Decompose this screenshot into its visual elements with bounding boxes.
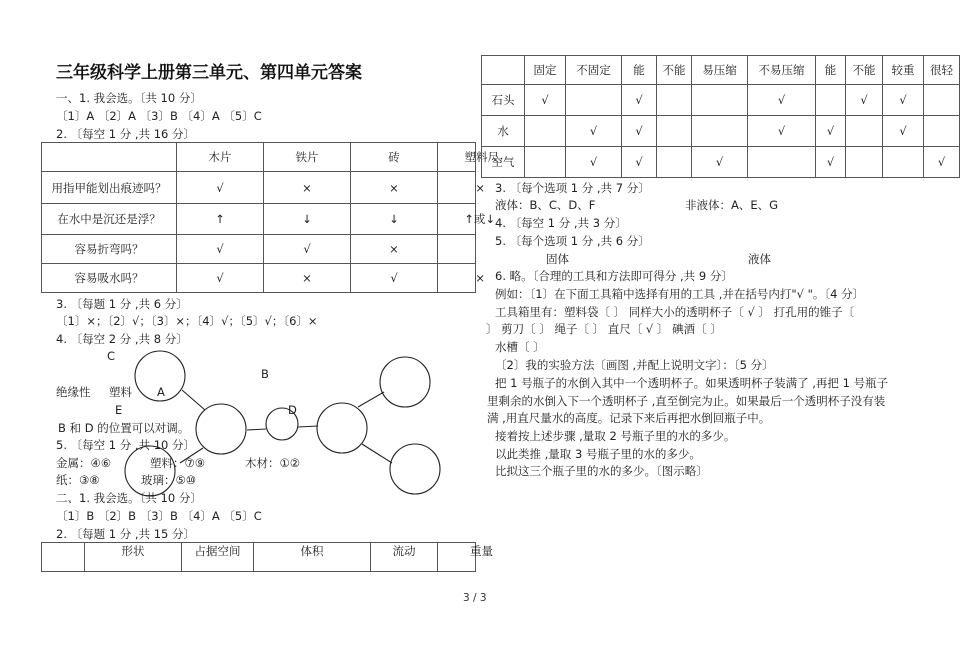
table-cell: 流动 [371, 543, 438, 572]
table-cell: √ [177, 264, 264, 293]
answer-plastic: 塑料：⑦⑨ [150, 456, 206, 470]
q6-part2: 〔2〕我的实验方法〔画图 ,并配上说明文字〕：〔5 分〕 [495, 358, 774, 372]
table-cell: √ [692, 147, 748, 178]
table-cell: √ [177, 235, 264, 264]
table-cell [816, 85, 846, 116]
table-cell [924, 85, 960, 116]
table-cell: 形状 [85, 543, 182, 572]
table-cell [883, 147, 924, 178]
diagram-label-d: D [288, 403, 297, 417]
page-title: 三年级科学上册第三单元、第四单元答案 [56, 63, 362, 83]
table-cell: 能 [622, 56, 657, 85]
toolbox-line-1: 工具箱里有：塑料袋〔 〕 同样大小的透明杯子〔 √ 〕 打孔用的锥子〔 [495, 305, 855, 319]
table-cell: √ [883, 85, 924, 116]
table-cell: √ [566, 147, 622, 178]
table-cell: 能 [816, 56, 846, 85]
section-2-2-heading: 2. 〔每题 1 分 ,共 15 分〕 [56, 527, 196, 541]
table-cell: 不易压缩 [748, 56, 816, 85]
table-row [482, 116, 960, 147]
table-cell: √ [816, 116, 846, 147]
table-cell: 在水中是沉还是浮？ [42, 204, 177, 235]
table-cell [692, 85, 748, 116]
table-cell: 石头 [482, 85, 525, 116]
table-cell: × [264, 172, 351, 204]
connector-line [182, 390, 205, 410]
table-row [482, 85, 960, 116]
label-solid: 固体 [546, 252, 569, 266]
table-cell: √ [846, 85, 883, 116]
table-cell [657, 116, 692, 147]
table-cell [748, 147, 816, 178]
table-cell: √ [351, 264, 438, 293]
label-liquid: 液体 [748, 252, 771, 266]
method-line-1: 把 1 号瓶子的水倒入其中一个透明杯子。如果透明杯子装满了 ,再把 1 号瓶子 [495, 376, 889, 390]
diagram-label-insulation: 绝缘性 [56, 385, 91, 399]
table-cell: × [351, 172, 438, 204]
table-cell: √ [177, 172, 264, 204]
table-cell: 较重 [883, 56, 924, 85]
section-2-heading: 二、1. 我会选。〔共 10 分〕 [56, 491, 202, 505]
table-cell: 空气 [482, 147, 525, 178]
table-cell: √ [566, 116, 622, 147]
method-line-2: 里剩余的水倒入下一个透明杯子 ,直至倒完为止。如果最后一个透明杯子没有装 [487, 394, 886, 408]
table-cell [692, 116, 748, 147]
answer-glass: 玻璃：⑤⑩ [141, 473, 197, 487]
answer-wood: 木材：①② [245, 456, 301, 470]
connector-line [298, 426, 318, 427]
table-cell: 易压缩 [692, 56, 748, 85]
table-cell: × [438, 172, 476, 204]
diagram-circle [317, 403, 367, 453]
table-row [482, 147, 960, 178]
table-cell: √ [924, 147, 960, 178]
table-cell: 不能 [846, 56, 883, 85]
method-line-3: 满 ,用直尺量水的高度。记录下来后再把水倒回瓶子中。 [487, 411, 771, 425]
table-cell: 用指甲能划出痕迹吗？ [42, 172, 177, 204]
state-property-table-wrapper [481, 55, 953, 179]
section-1-answers: 〔1〕A 〔2〕A 〔3〕B 〔4〕A 〔5〕C [56, 109, 262, 123]
table-cell: 容易折弯吗？ [42, 235, 177, 264]
table-cell: 不能 [657, 56, 692, 85]
table-cell: ↓ [264, 204, 351, 235]
connector-line [362, 444, 392, 463]
section-1-3-answers: 〔1〕×；〔2〕√；〔3〕×；〔4〕√；〔5〕√；〔6〕× [56, 314, 318, 328]
table-cell: 铁片 [264, 143, 351, 172]
diagram-circle [125, 446, 175, 496]
answer-metal: 金属：④⑥ [56, 456, 112, 470]
section-1-3-heading: 3. 〔每题 1 分 ,共 6 分〕 [56, 297, 188, 311]
method-line-5: 以此类推 ,量取 3 号瓶子里的水的多少。 [495, 447, 701, 461]
table-cell: √ [816, 147, 846, 178]
table-cell: √ [525, 85, 566, 116]
table-cell [924, 116, 960, 147]
method-line-6: 比拟这三个瓶子里的水的多少。〔图示略〕 [495, 464, 708, 478]
table-cell: 固定 [525, 56, 566, 85]
table-cell: 体积 [254, 543, 371, 572]
section-2-answers: 〔1〕B 〔2〕B 〔3〕B 〔4〕A 〔5〕C [56, 509, 262, 523]
table-cell: × [351, 235, 438, 264]
diagram-label-b: B [261, 367, 269, 381]
table-cell [846, 147, 883, 178]
section-2-4-heading: 4. 〔每空 1 分 ,共 3 分〕 [495, 216, 627, 230]
table-cell: √ [264, 235, 351, 264]
toolbox-line-2: 〕 剪刀〔 〕 绳子〔 〕 直尺〔 √ 〕 碘酒〔 〕 [486, 322, 722, 336]
section-2-3-heading: 3. 〔每个选项 1 分 ,共 7 分〕 [495, 181, 650, 195]
table-cell: × [264, 264, 351, 293]
table-cell: 不固定 [566, 56, 622, 85]
diagram-label-c: C [107, 349, 116, 363]
table-cell: 水 [482, 116, 525, 147]
toolbox-line-3: 水槽〔 〕 [495, 340, 545, 354]
diagram-label-a: A [157, 385, 165, 399]
answer-liquid: 液体：B、C、D、F [495, 198, 596, 212]
diagram-note: B 和 D 的位置可以对调。 [58, 421, 190, 435]
section-1-4-heading: 4. 〔每空 2 分 ,共 8 分〕 [56, 332, 188, 346]
table-cell: √ [748, 116, 816, 147]
section-2-5-heading: 5. 〔每个选项 1 分 ,共 6 分〕 [495, 234, 650, 248]
table-cell: 塑料尺 [438, 143, 476, 172]
diagram-circle [390, 444, 440, 494]
table-cell: √ [622, 116, 657, 147]
diagram-label-e: E [115, 403, 123, 417]
table-cell: ↑ [177, 204, 264, 235]
table-header-row [482, 56, 960, 85]
table-cell [657, 147, 692, 178]
table-cell [482, 56, 525, 85]
state-property-table-header [41, 542, 493, 572]
method-line-4: 接着按上述步骤 ,量取 2 号瓶子里的水的多少。 [495, 429, 736, 443]
table-cell: ↓ [351, 204, 438, 235]
table-header-row [42, 543, 476, 572]
section-1-5-heading: 5. 〔每空 1 分 ,共 10 分〕 [56, 438, 196, 452]
table-cell [566, 85, 622, 116]
table-cell: ↑或↓ [438, 204, 476, 235]
table-cell [846, 116, 883, 147]
table-cell: √ [883, 116, 924, 147]
table-cell: √ [622, 147, 657, 178]
section-2-6-heading: 6. 略。〔合理的工具和方法即可得分 ,共 9 分〕 [495, 269, 733, 283]
state-property-table [481, 55, 960, 178]
section-1-heading: 一、1. 我会选。〔共 10 分〕 [56, 91, 202, 105]
connector-line [247, 429, 266, 430]
diagram-circle [196, 404, 246, 454]
connector-line [358, 392, 384, 407]
page-number: 3 / 3 [463, 592, 487, 604]
table-cell [42, 543, 85, 572]
diagram-label-plastic: 塑料 [109, 385, 132, 399]
table-cell: 木片 [177, 143, 264, 172]
table-cell: √ [622, 85, 657, 116]
table-cell [657, 85, 692, 116]
table-cell [525, 147, 566, 178]
table-cell: 很轻 [924, 56, 960, 85]
table-cell: 容易吸水吗？ [42, 264, 177, 293]
diagram-circle [380, 357, 430, 407]
table-cell: 占据空间 [182, 543, 254, 572]
table-cell: √ [748, 85, 816, 116]
section-1-2-heading: 2. 〔每空 1 分 ,共 16 分〕 [56, 127, 196, 141]
q6-part1: 例如：〔1〕在下面工具箱中选择有用的工具 ,并在括号内打"√ "。〔4 分〕 [495, 287, 865, 301]
table-cell: × [438, 264, 476, 293]
answer-paper: 纸：③⑧ [56, 473, 100, 487]
table-cell: 重量 [438, 543, 476, 572]
answer-non-liquid: 非液体：A、E、G [685, 198, 779, 212]
table-cell [525, 116, 566, 147]
table-cell: 砖 [351, 143, 438, 172]
